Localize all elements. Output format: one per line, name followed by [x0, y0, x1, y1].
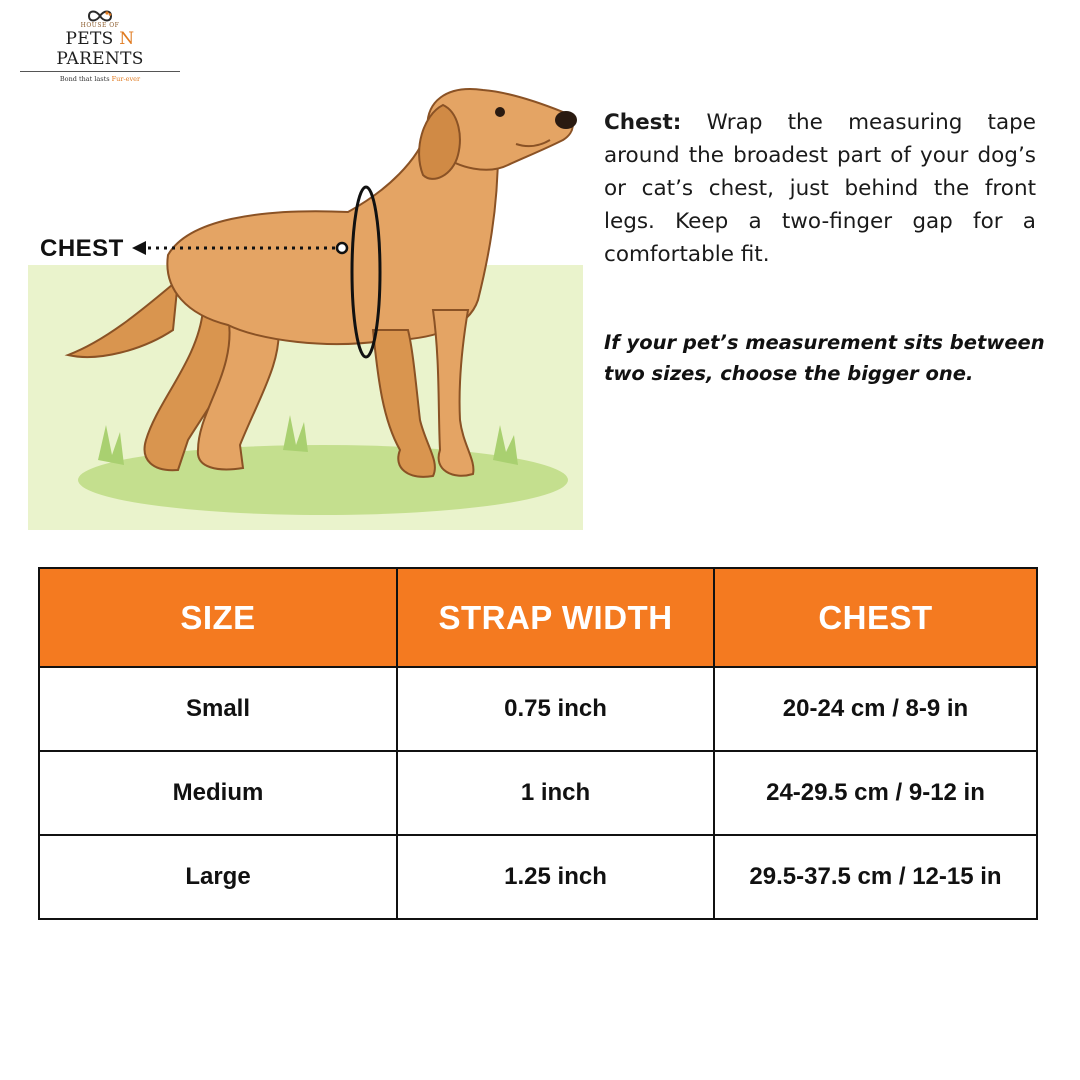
- table-header-row: [39, 568, 1037, 667]
- chest-label: CHEST: [40, 235, 124, 262]
- chest-instructions: [604, 106, 1036, 271]
- logo-top-text: HOUSE OF: [80, 22, 120, 29]
- header-size: SIZE: [39, 568, 397, 667]
- chest-measure-point: [337, 243, 347, 253]
- dog-eye: [495, 107, 505, 117]
- chest-arrow-head-icon: [132, 241, 146, 255]
- size-chart-table: [38, 567, 1038, 920]
- size-note: If your pet’s measurement sits between two sizes, choose the bigger one.: [604, 331, 1045, 385]
- header-strap-width: STRAP WIDTH: [397, 568, 714, 667]
- table-row: [39, 667, 1037, 751]
- logo-tagline: Bond that lasts Fur-ever: [59, 75, 141, 83]
- cell-strap-width: 1.25 inch: [397, 835, 714, 919]
- cell-chest: 20-24 cm / 8-9 in: [714, 667, 1037, 751]
- cell-size: Small: [39, 667, 397, 751]
- table-row: [39, 751, 1037, 835]
- header-chest: CHEST: [714, 568, 1037, 667]
- cell-size: Large: [39, 835, 397, 919]
- table-row: [39, 835, 1037, 919]
- cell-chest: 24-29.5 cm / 9-12 in: [714, 751, 1037, 835]
- chest-instructions-body: Wrap the measuring tape around the broadest part of your dog’s or cat’s chest, just behind the front legs. Keep a two-finger gap for a comfortable fit.: [604, 110, 1036, 267]
- cell-strap-width: 1 inch: [397, 751, 714, 835]
- cell-size: Medium: [39, 751, 397, 835]
- cell-chest: 29.5-37.5 cm / 12-15 in: [714, 835, 1037, 919]
- logo-brand-name: PETS N PARENTS: [20, 29, 180, 72]
- dog-nose: [555, 111, 577, 129]
- chest-heading: Chest:: [604, 110, 682, 135]
- cell-strap-width: 0.75 inch: [397, 667, 714, 751]
- dog-illustration: [28, 40, 588, 530]
